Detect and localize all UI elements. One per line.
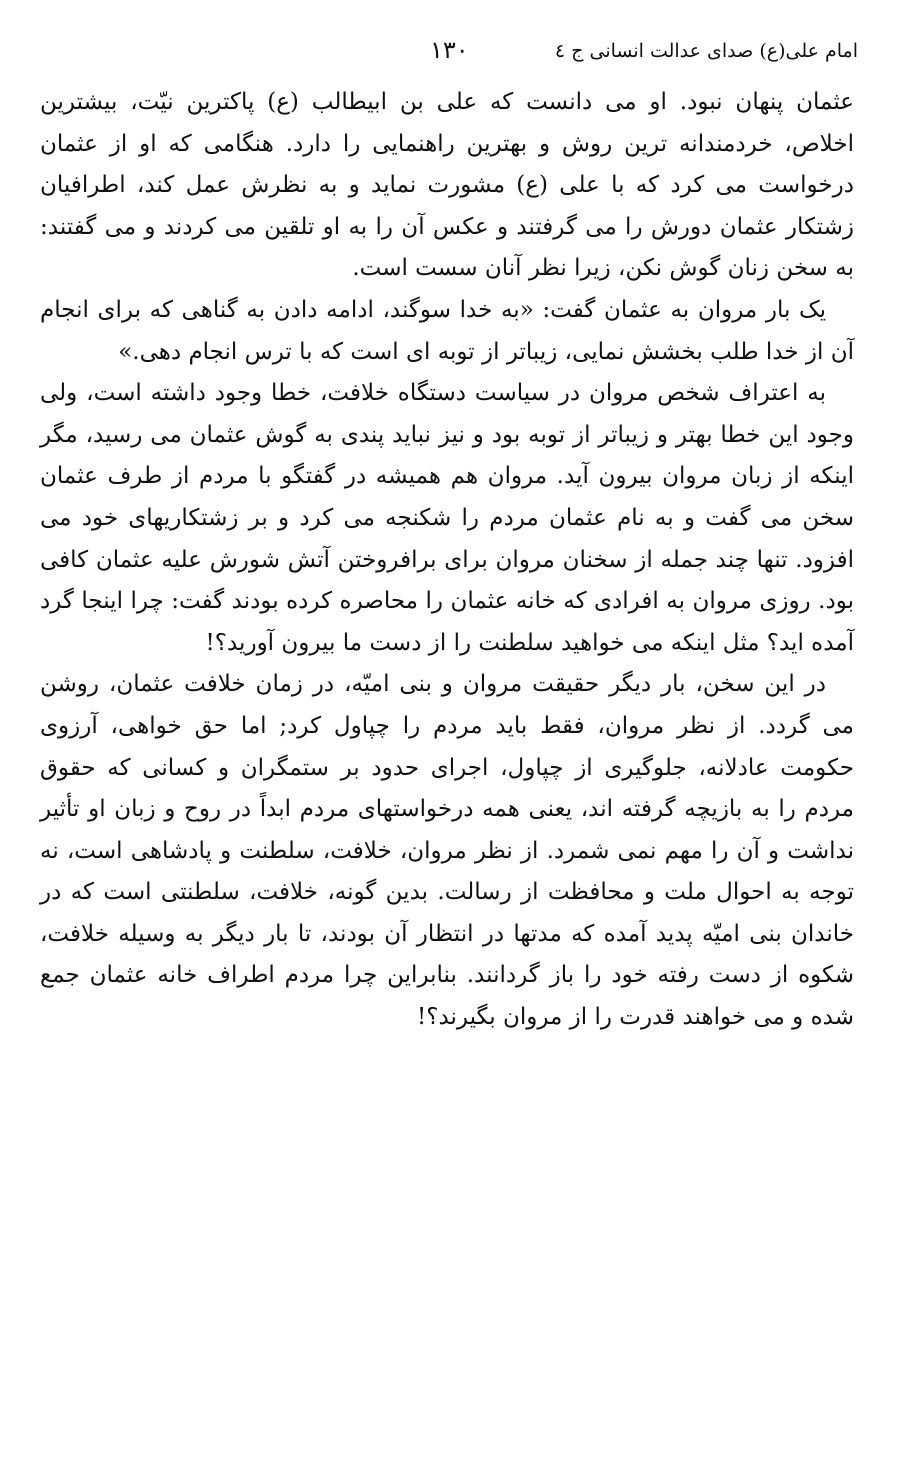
paragraph-4: در این سخن، بار دیگر حقیقت مروان و بنی امیّه، در زمان خلافت عثمان، روشن می گردد. از نظر مروان، فقط باید مردم را چپاول کرد; اما حق خواهی، آرزوی حکومت عادلانه، جلوگیری از چپاول، اجرای حدود بر ستمگران و کسانی که حقوق مردم را به بازیچه گرفته اند، یعنی همه درخواستهای مردم ابداً در روح و زبان او تأثیر نداشت و آن را مهم نمی شمرد. از نظر مروان، خلافت، سلطنت و پادشاهی است، نه توجه به احوال ملت و محافظت از رسالت. بدین گونه، خلافت، سلطنتی است که در خاندان بنی امیّه پدید آمده که مدتها در انتظار آن بودند، تا بار دیگر به وسیله خلافت، شکوه از دست رفته خود را باز گردانند. بنابراین چرا مردم اطراف خانه عثمان جمع شده و می خواهند قدرت را از مروان بگیرند؟! (40, 671, 854, 1031)
paragraph-2: یک بار مروان به عثمان گفت: «به خدا سوگند، ادامه دادن به گناهی که برای انجام آن از خدا طلب بخشش نمایی، زیباتر از توبه ای است که با ترس انجام دهی.» (40, 296, 854, 365)
running-title: امام علی(ع) صدای عدالت انسانی ج ٤ (554, 40, 858, 62)
page-header (40, 36, 858, 70)
paragraph-3: به اعتراف شخص مروان در سیاست دستگاه خلافت، خطا وجود داشته است، ولی وجود این خطا بهتر و زیباتر از توبه بود و نیز نباید پندی به گوش عثمان می رسید، مگر اینکه از زبان مروان بیرون آید. مروان هم همیشه در گفتگو با مردم از طرف عثمان سخن می گفت و به نام عثمان مردم را شکنجه می کرد و بر زشتکاریهای خود می افزود. تنها چند جمله از سخنان مروان برای برافروختن آتش شورش علیه عثمان کافی بود. روزی مروان به افرادی که خانه عثمان را محاصره کرده بودند گفت: چرا اینجا گرد آمده اید؟ مثل اینکه می خواهید سلطنت را از دست ما بیرون آورید؟! (40, 380, 854, 656)
paragraph-1: عثمان پنهان نبود. او می دانست که علی بن ابیطالب (ع) پاکترین نیّت، بیشترین اخلاص، خردمندانه ترین روش و بهترین راهنمایی را دارد. هنگامی که او از عثمان درخواست می کرد که با علی (ع) مشورت نماید و به نظرش عمل کند، اطرافیان زشتکار عثمان دورش را می گرفتند و عکس آن را به او تلقین می کردند و می گفتند: به سخن زنان گوش نکن، زیرا نظر آنان سست است. (40, 89, 854, 282)
body-text (40, 82, 854, 1039)
page-number: ١٣٠ (430, 36, 469, 64)
